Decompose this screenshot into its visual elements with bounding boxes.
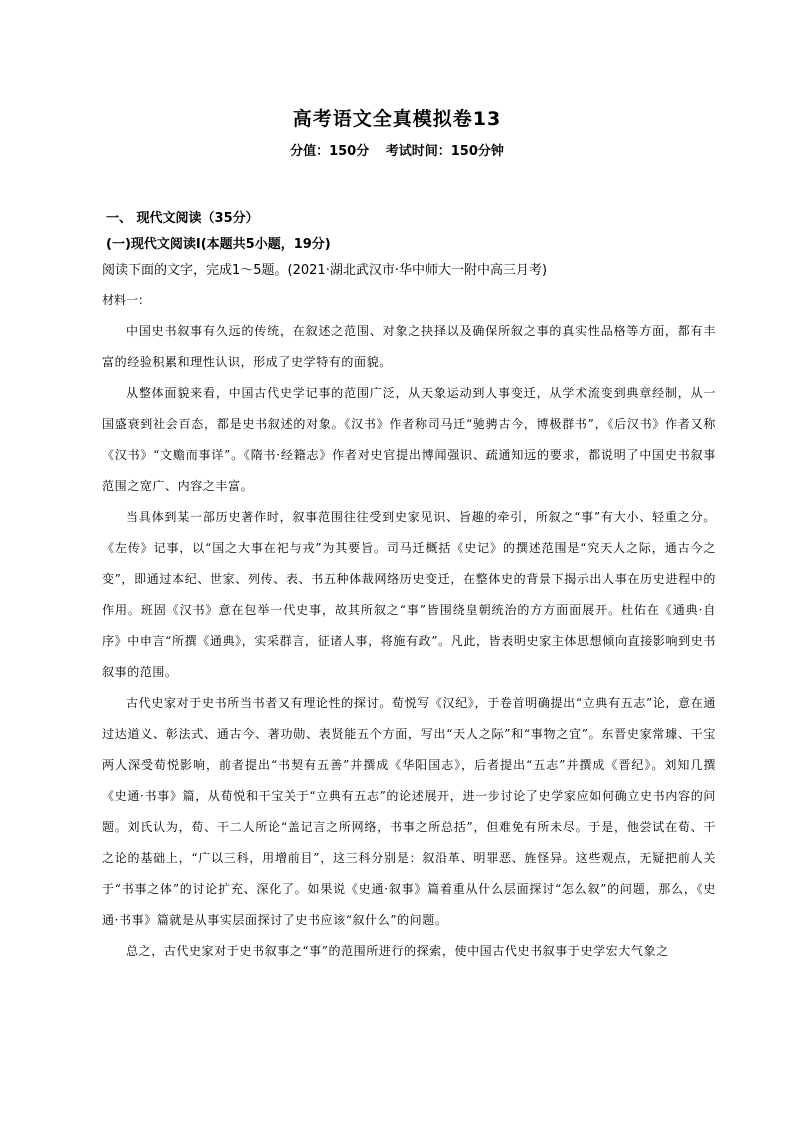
document-title: 高考语文全真模拟卷13 [292, 108, 502, 130]
paragraph: 从整体面貌来看，中国古代史学记事的范围广泛，从天象运动到人事变迁，从学术流变到典章经制，从一国盛衰到社会百态，都是史书叙述的对象。《汉书》作者称司马迁“驰骋古今，博极群书”，《后汉书》作者又称《汉书》“文赡而事详”。《隋书·经籍志》作者对史官提出博闻强识、疏通知远的要求，都说明了中国史书叙事范围之宽广、内容之丰富。 [102, 386, 716, 493]
paragraph: 古代史家对于史书所当书者又有理论性的探讨。荀悦写《汉纪》，于卷首明确提出“立典有五志”论，意在通过达道义、彰法式、通古今、著功勋、表贤能五个方面，写出“天人之际”和“事物之宜”。东晋史家常璩、干宝两人深受荀悦影响，前者提出“书契有五善”并撰成《华阳国志》，后者提出“五志”并撰成《晋纪》。刘知几撰《史通·书事》篇，从荀悦和干宝关于“立典有五志”的论述展开，进一步讨论了史学家应如何确立史书内容的问题。刘氏认为，荀、干二人所论“盖记言之所网络，书事之所总括”，但难免有所未尽。于是，他尝试在荀、干之论的基础上，“广以三科，用增前目”，这三科分别是：叙沿革、明罪恶、旌怪异。这些观点，无疑把前人关于“书事之体”的讨论扩充、深化了。如果说《史通·叙事》篇着重从什么层面探讨“怎么叙”的问题，那么，《史通·书事》篇就是从事实层面探讨了史书应该“叙什么”的问题。 [102, 696, 716, 927]
section-heading: 一、 现代文阅读（35分） [106, 211, 259, 226]
passage-body [102, 316, 716, 967]
paragraph: 当具体到某一部历史著作时，叙事范围往往受到史家见识、旨趣的牵引，所叙之“事”有大小、轻重之分。《左传》记事，以“国之大事在祀与戎”为其要旨。司马迁概括《史记》的撰述范围是“究天人之际，通古今之变”，即通过本纪、世家、列传、表、书五种体裁网络历史变迁，在整体史的背景下揭示出人事在历史进程中的作用。班固《汉书》意在包举一代史事，故其所叙之“事”皆围绕皇朝统治的方方面面展开。杜佑在《通典·自序》中申言“所撰《通典》，实采群言，征诸人事，将施有政”。凡此，皆表明史家主体思想倾向直接影响到史书叙事的范围。 [102, 510, 716, 679]
material-label: 材料一： [102, 293, 151, 307]
paragraph: 中国史书叙事有久远的传统，在叙述之范围、对象之抉择以及确保所叙之事的真实性品格等方面，都有丰富的经验积累和理性认识，形成了史学特有的面貌。 [102, 324, 716, 369]
paragraph: 总之，古代史家对于史书叙事之“事”的范围所进行的探索，使中国古代史书叙事于史学宏大气象之 [126, 944, 669, 958]
instructions: 阅读下面的文字，完成1～5题。(2021·湖北武汉市·华中师大一附中高三月考) [102, 263, 548, 278]
time-info: 考试时间：150分钟 [385, 144, 504, 159]
exam-info [0, 140, 794, 159]
subsection-heading: (一)现代文阅读Ⅰ(本题共5小题，19分) [106, 237, 331, 252]
score-info: 分值：150分 [290, 144, 370, 159]
